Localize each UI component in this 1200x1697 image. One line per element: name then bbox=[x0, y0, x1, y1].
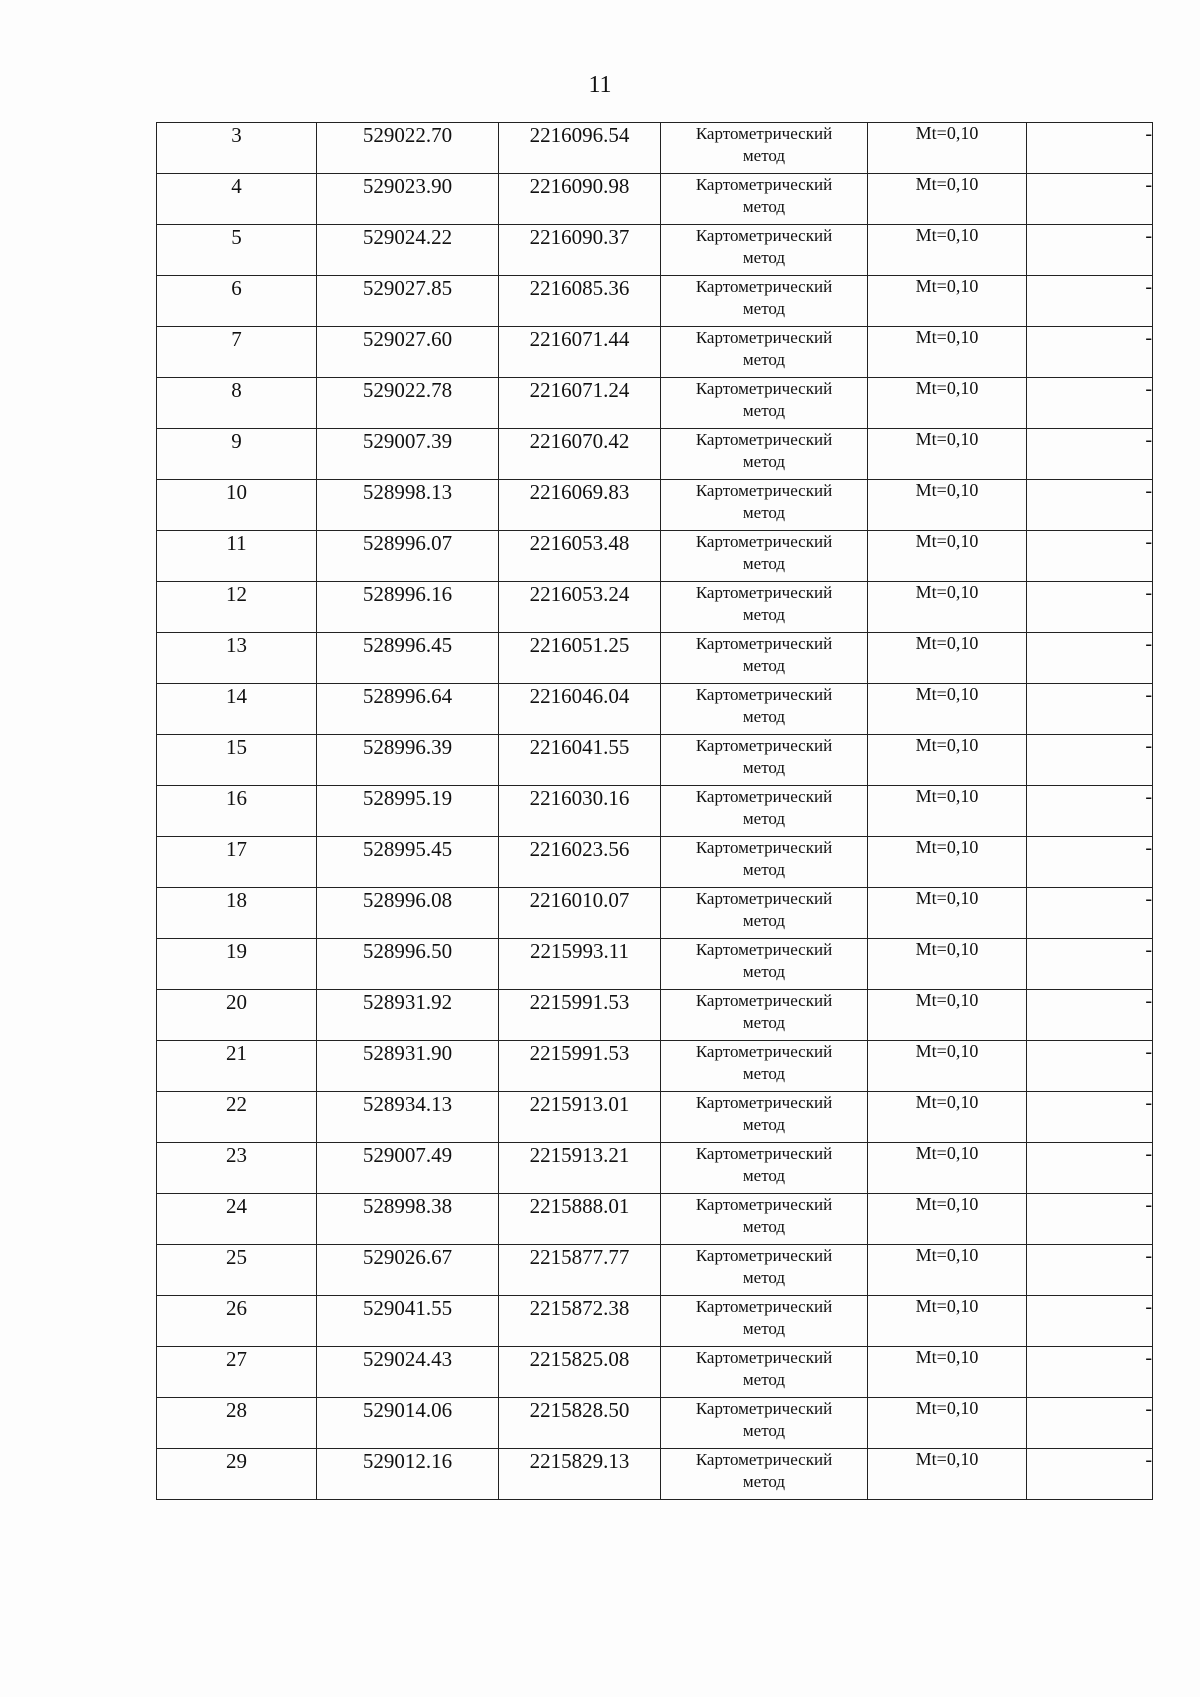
note-cell: - bbox=[1027, 1194, 1153, 1245]
method-line2: метод bbox=[742, 1370, 786, 1389]
method-line2: метод bbox=[742, 1166, 786, 1185]
method-cell bbox=[661, 735, 868, 786]
method-line1: Картометрический bbox=[695, 1399, 833, 1418]
note-cell: - bbox=[1027, 429, 1153, 480]
accuracy-cell: Mt=0,10 bbox=[868, 531, 1027, 582]
method-cell bbox=[661, 582, 868, 633]
y-coordinate-cell: 2215825.08 bbox=[499, 1347, 661, 1398]
table-row bbox=[157, 1449, 1153, 1500]
method-line1: Картометрический bbox=[695, 940, 833, 959]
y-coordinate-cell: 2216071.24 bbox=[499, 378, 661, 429]
x-coordinate-cell: 529027.60 bbox=[317, 327, 499, 378]
method-cell bbox=[661, 1143, 868, 1194]
point-number-cell: 10 bbox=[157, 480, 317, 531]
method-cell bbox=[661, 990, 868, 1041]
y-coordinate-cell: 2215877.77 bbox=[499, 1245, 661, 1296]
method-line1: Картометрический bbox=[695, 379, 833, 398]
point-number-cell: 23 bbox=[157, 1143, 317, 1194]
point-number-cell: 13 bbox=[157, 633, 317, 684]
point-number-cell: 21 bbox=[157, 1041, 317, 1092]
method-cell bbox=[661, 633, 868, 684]
point-number-cell: 16 bbox=[157, 786, 317, 837]
method-line2: метод bbox=[742, 1115, 786, 1134]
y-coordinate-cell: 2216085.36 bbox=[499, 276, 661, 327]
point-number-cell: 22 bbox=[157, 1092, 317, 1143]
method-line1: Картометрический bbox=[695, 1450, 833, 1469]
method-cell bbox=[661, 378, 868, 429]
y-coordinate-cell: 2216053.24 bbox=[499, 582, 661, 633]
accuracy-cell: Mt=0,10 bbox=[868, 480, 1027, 531]
method-line1: Картометрический bbox=[695, 430, 833, 449]
x-coordinate-cell: 528931.92 bbox=[317, 990, 499, 1041]
x-coordinate-cell: 528931.90 bbox=[317, 1041, 499, 1092]
accuracy-cell: Mt=0,10 bbox=[868, 888, 1027, 939]
x-coordinate-cell: 528996.16 bbox=[317, 582, 499, 633]
method-cell bbox=[661, 1041, 868, 1092]
x-coordinate-cell: 528996.39 bbox=[317, 735, 499, 786]
x-coordinate-cell: 528998.13 bbox=[317, 480, 499, 531]
method-line1: Картометрический bbox=[695, 481, 833, 500]
table-row bbox=[157, 633, 1153, 684]
y-coordinate-cell: 2215913.01 bbox=[499, 1092, 661, 1143]
y-coordinate-cell: 2216053.48 bbox=[499, 531, 661, 582]
method-line2: метод bbox=[742, 503, 786, 522]
y-coordinate-cell: 2216069.83 bbox=[499, 480, 661, 531]
x-coordinate-cell: 528996.45 bbox=[317, 633, 499, 684]
y-coordinate-cell: 2215991.53 bbox=[499, 990, 661, 1041]
x-coordinate-cell: 528996.64 bbox=[317, 684, 499, 735]
method-cell bbox=[661, 1245, 868, 1296]
method-line1: Картометрический bbox=[695, 1093, 833, 1112]
method-cell bbox=[661, 786, 868, 837]
note-cell: - bbox=[1027, 1449, 1153, 1500]
point-number-cell: 18 bbox=[157, 888, 317, 939]
table-row bbox=[157, 1347, 1153, 1398]
accuracy-cell: Mt=0,10 bbox=[868, 1041, 1027, 1092]
accuracy-cell: Mt=0,10 bbox=[868, 1194, 1027, 1245]
point-number-cell: 24 bbox=[157, 1194, 317, 1245]
table-row bbox=[157, 939, 1153, 990]
x-coordinate-cell: 528996.50 bbox=[317, 939, 499, 990]
y-coordinate-cell: 2216090.37 bbox=[499, 225, 661, 276]
table-row bbox=[157, 174, 1153, 225]
table-row bbox=[157, 582, 1153, 633]
method-cell bbox=[661, 939, 868, 990]
point-number-cell: 26 bbox=[157, 1296, 317, 1347]
point-number-cell: 29 bbox=[157, 1449, 317, 1500]
table-row bbox=[157, 888, 1153, 939]
y-coordinate-cell: 2215829.13 bbox=[499, 1449, 661, 1500]
accuracy-cell: Mt=0,10 bbox=[868, 684, 1027, 735]
table-row bbox=[157, 480, 1153, 531]
method-line2: метод bbox=[742, 758, 786, 777]
y-coordinate-cell: 2216046.04 bbox=[499, 684, 661, 735]
method-line1: Картометрический bbox=[695, 991, 833, 1010]
x-coordinate-cell: 529012.16 bbox=[317, 1449, 499, 1500]
accuracy-cell: Mt=0,10 bbox=[868, 225, 1027, 276]
method-line2: метод bbox=[742, 146, 786, 165]
method-cell bbox=[661, 123, 868, 174]
note-cell: - bbox=[1027, 1245, 1153, 1296]
accuracy-cell: Mt=0,10 bbox=[868, 939, 1027, 990]
method-cell bbox=[661, 1194, 868, 1245]
note-cell: - bbox=[1027, 1092, 1153, 1143]
note-cell: - bbox=[1027, 225, 1153, 276]
note-cell: - bbox=[1027, 990, 1153, 1041]
method-line1: Картометрический bbox=[695, 532, 833, 551]
point-number-cell: 4 bbox=[157, 174, 317, 225]
method-cell bbox=[661, 684, 868, 735]
point-number-cell: 14 bbox=[157, 684, 317, 735]
point-number-cell: 7 bbox=[157, 327, 317, 378]
x-coordinate-cell: 529026.67 bbox=[317, 1245, 499, 1296]
accuracy-cell: Mt=0,10 bbox=[868, 1296, 1027, 1347]
method-line1: Картометрический bbox=[695, 838, 833, 857]
x-coordinate-cell: 528995.45 bbox=[317, 837, 499, 888]
table-row bbox=[157, 1245, 1153, 1296]
method-line2: метод bbox=[742, 605, 786, 624]
method-line1: Картометрический bbox=[695, 1195, 833, 1214]
table-row bbox=[157, 786, 1153, 837]
point-number-cell: 11 bbox=[157, 531, 317, 582]
accuracy-cell: Mt=0,10 bbox=[868, 990, 1027, 1041]
table-row bbox=[157, 1194, 1153, 1245]
note-cell: - bbox=[1027, 327, 1153, 378]
note-cell: - bbox=[1027, 378, 1153, 429]
method-line1: Картометрический bbox=[695, 1246, 833, 1265]
table-row bbox=[157, 684, 1153, 735]
note-cell: - bbox=[1027, 531, 1153, 582]
method-line1: Картометрический bbox=[695, 787, 833, 806]
method-cell bbox=[661, 1296, 868, 1347]
y-coordinate-cell: 2215913.21 bbox=[499, 1143, 661, 1194]
method-line1: Картометрический bbox=[695, 1348, 833, 1367]
method-line1: Картометрический bbox=[695, 1297, 833, 1316]
accuracy-cell: Mt=0,10 bbox=[868, 1449, 1027, 1500]
y-coordinate-cell: 2216090.98 bbox=[499, 174, 661, 225]
x-coordinate-cell: 529024.22 bbox=[317, 225, 499, 276]
method-cell bbox=[661, 225, 868, 276]
y-coordinate-cell: 2215828.50 bbox=[499, 1398, 661, 1449]
coordinates-table-body bbox=[157, 123, 1153, 1500]
method-line1: Картометрический bbox=[695, 226, 833, 245]
method-line2: метод bbox=[742, 248, 786, 267]
x-coordinate-cell: 529024.43 bbox=[317, 1347, 499, 1398]
method-line1: Картометрический bbox=[695, 634, 833, 653]
x-coordinate-cell: 528998.38 bbox=[317, 1194, 499, 1245]
point-number-cell: 19 bbox=[157, 939, 317, 990]
accuracy-cell: Mt=0,10 bbox=[868, 174, 1027, 225]
table-row bbox=[157, 1092, 1153, 1143]
y-coordinate-cell: 2216041.55 bbox=[499, 735, 661, 786]
method-line1: Картометрический bbox=[695, 1144, 833, 1163]
accuracy-cell: Mt=0,10 bbox=[868, 123, 1027, 174]
table-row bbox=[157, 225, 1153, 276]
note-cell: - bbox=[1027, 735, 1153, 786]
method-cell bbox=[661, 429, 868, 480]
x-coordinate-cell: 529023.90 bbox=[317, 174, 499, 225]
method-line2: метод bbox=[742, 1421, 786, 1440]
note-cell: - bbox=[1027, 888, 1153, 939]
method-line2: метод bbox=[742, 707, 786, 726]
note-cell: - bbox=[1027, 786, 1153, 837]
point-number-cell: 25 bbox=[157, 1245, 317, 1296]
table-row bbox=[157, 1041, 1153, 1092]
method-cell bbox=[661, 174, 868, 225]
accuracy-cell: Mt=0,10 bbox=[868, 1245, 1027, 1296]
accuracy-cell: Mt=0,10 bbox=[868, 276, 1027, 327]
method-line2: метод bbox=[742, 299, 786, 318]
method-line1: Картометрический bbox=[695, 124, 833, 143]
coordinates-table bbox=[156, 122, 1153, 1500]
method-cell bbox=[661, 1092, 868, 1143]
method-line1: Картометрический bbox=[695, 328, 833, 347]
point-number-cell: 5 bbox=[157, 225, 317, 276]
method-cell bbox=[661, 1449, 868, 1500]
accuracy-cell: Mt=0,10 bbox=[868, 735, 1027, 786]
note-cell: - bbox=[1027, 1296, 1153, 1347]
method-line1: Картометрический bbox=[695, 175, 833, 194]
x-coordinate-cell: 529007.49 bbox=[317, 1143, 499, 1194]
method-line2: метод bbox=[742, 554, 786, 573]
point-number-cell: 9 bbox=[157, 429, 317, 480]
note-cell: - bbox=[1027, 480, 1153, 531]
x-coordinate-cell: 529007.39 bbox=[317, 429, 499, 480]
point-number-cell: 3 bbox=[157, 123, 317, 174]
method-line2: метод bbox=[742, 197, 786, 216]
y-coordinate-cell: 2216051.25 bbox=[499, 633, 661, 684]
accuracy-cell: Mt=0,10 bbox=[868, 1398, 1027, 1449]
method-cell bbox=[661, 1398, 868, 1449]
accuracy-cell: Mt=0,10 bbox=[868, 837, 1027, 888]
note-cell: - bbox=[1027, 1398, 1153, 1449]
point-number-cell: 8 bbox=[157, 378, 317, 429]
note-cell: - bbox=[1027, 276, 1153, 327]
table-row bbox=[157, 735, 1153, 786]
method-line2: метод bbox=[742, 1472, 786, 1491]
method-line2: метод bbox=[742, 809, 786, 828]
x-coordinate-cell: 529022.70 bbox=[317, 123, 499, 174]
table-row bbox=[157, 531, 1153, 582]
accuracy-cell: Mt=0,10 bbox=[868, 582, 1027, 633]
accuracy-cell: Mt=0,10 bbox=[868, 786, 1027, 837]
method-line2: метод bbox=[742, 962, 786, 981]
table-row bbox=[157, 1398, 1153, 1449]
y-coordinate-cell: 2215993.11 bbox=[499, 939, 661, 990]
table-row bbox=[157, 837, 1153, 888]
method-cell bbox=[661, 480, 868, 531]
method-cell bbox=[661, 888, 868, 939]
x-coordinate-cell: 528996.08 bbox=[317, 888, 499, 939]
method-cell bbox=[661, 531, 868, 582]
method-line1: Картометрический bbox=[695, 889, 833, 908]
method-cell bbox=[661, 837, 868, 888]
method-line1: Картометрический bbox=[695, 583, 833, 602]
y-coordinate-cell: 2216071.44 bbox=[499, 327, 661, 378]
accuracy-cell: Mt=0,10 bbox=[868, 327, 1027, 378]
note-cell: - bbox=[1027, 633, 1153, 684]
method-line2: метод bbox=[742, 860, 786, 879]
method-line2: метод bbox=[742, 1217, 786, 1236]
y-coordinate-cell: 2216096.54 bbox=[499, 123, 661, 174]
point-number-cell: 6 bbox=[157, 276, 317, 327]
method-cell bbox=[661, 327, 868, 378]
table-row bbox=[157, 1143, 1153, 1194]
table-row bbox=[157, 327, 1153, 378]
accuracy-cell: Mt=0,10 bbox=[868, 1092, 1027, 1143]
accuracy-cell: Mt=0,10 bbox=[868, 429, 1027, 480]
accuracy-cell: Mt=0,10 bbox=[868, 633, 1027, 684]
method-line1: Картометрический bbox=[695, 1042, 833, 1061]
note-cell: - bbox=[1027, 123, 1153, 174]
accuracy-cell: Mt=0,10 bbox=[868, 1143, 1027, 1194]
method-line2: метод bbox=[742, 1268, 786, 1287]
note-cell: - bbox=[1027, 684, 1153, 735]
note-cell: - bbox=[1027, 1143, 1153, 1194]
table-row bbox=[157, 1296, 1153, 1347]
method-line1: Картометрический bbox=[695, 736, 833, 755]
y-coordinate-cell: 2216010.07 bbox=[499, 888, 661, 939]
point-number-cell: 12 bbox=[157, 582, 317, 633]
point-number-cell: 17 bbox=[157, 837, 317, 888]
y-coordinate-cell: 2216030.16 bbox=[499, 786, 661, 837]
method-line2: метод bbox=[742, 401, 786, 420]
accuracy-cell: Mt=0,10 bbox=[868, 378, 1027, 429]
method-line2: метод bbox=[742, 1013, 786, 1032]
y-coordinate-cell: 2216070.42 bbox=[499, 429, 661, 480]
table-row bbox=[157, 990, 1153, 1041]
x-coordinate-cell: 529022.78 bbox=[317, 378, 499, 429]
method-line2: метод bbox=[742, 1064, 786, 1083]
note-cell: - bbox=[1027, 837, 1153, 888]
point-number-cell: 15 bbox=[157, 735, 317, 786]
table-row bbox=[157, 123, 1153, 174]
method-line1: Картометрический bbox=[695, 685, 833, 704]
x-coordinate-cell: 529014.06 bbox=[317, 1398, 499, 1449]
y-coordinate-cell: 2216023.56 bbox=[499, 837, 661, 888]
x-coordinate-cell: 528995.19 bbox=[317, 786, 499, 837]
method-line2: метод bbox=[742, 656, 786, 675]
x-coordinate-cell: 529027.85 bbox=[317, 276, 499, 327]
point-number-cell: 27 bbox=[157, 1347, 317, 1398]
note-cell: - bbox=[1027, 1347, 1153, 1398]
table-row bbox=[157, 276, 1153, 327]
note-cell: - bbox=[1027, 174, 1153, 225]
x-coordinate-cell: 528996.07 bbox=[317, 531, 499, 582]
point-number-cell: 28 bbox=[157, 1398, 317, 1449]
method-line2: метод bbox=[742, 452, 786, 471]
method-cell bbox=[661, 276, 868, 327]
method-line2: метод bbox=[742, 911, 786, 930]
note-cell: - bbox=[1027, 582, 1153, 633]
y-coordinate-cell: 2215872.38 bbox=[499, 1296, 661, 1347]
accuracy-cell: Mt=0,10 bbox=[868, 1347, 1027, 1398]
note-cell: - bbox=[1027, 939, 1153, 990]
note-cell: - bbox=[1027, 1041, 1153, 1092]
y-coordinate-cell: 2215888.01 bbox=[499, 1194, 661, 1245]
y-coordinate-cell: 2215991.53 bbox=[499, 1041, 661, 1092]
page-number: 11 bbox=[588, 72, 612, 98]
method-line2: метод bbox=[742, 350, 786, 369]
method-line1: Картометрический bbox=[695, 277, 833, 296]
table-row bbox=[157, 378, 1153, 429]
method-line2: метод bbox=[742, 1319, 786, 1338]
x-coordinate-cell: 528934.13 bbox=[317, 1092, 499, 1143]
method-cell bbox=[661, 1347, 868, 1398]
point-number-cell: 20 bbox=[157, 990, 317, 1041]
x-coordinate-cell: 529041.55 bbox=[317, 1296, 499, 1347]
table-row bbox=[157, 429, 1153, 480]
